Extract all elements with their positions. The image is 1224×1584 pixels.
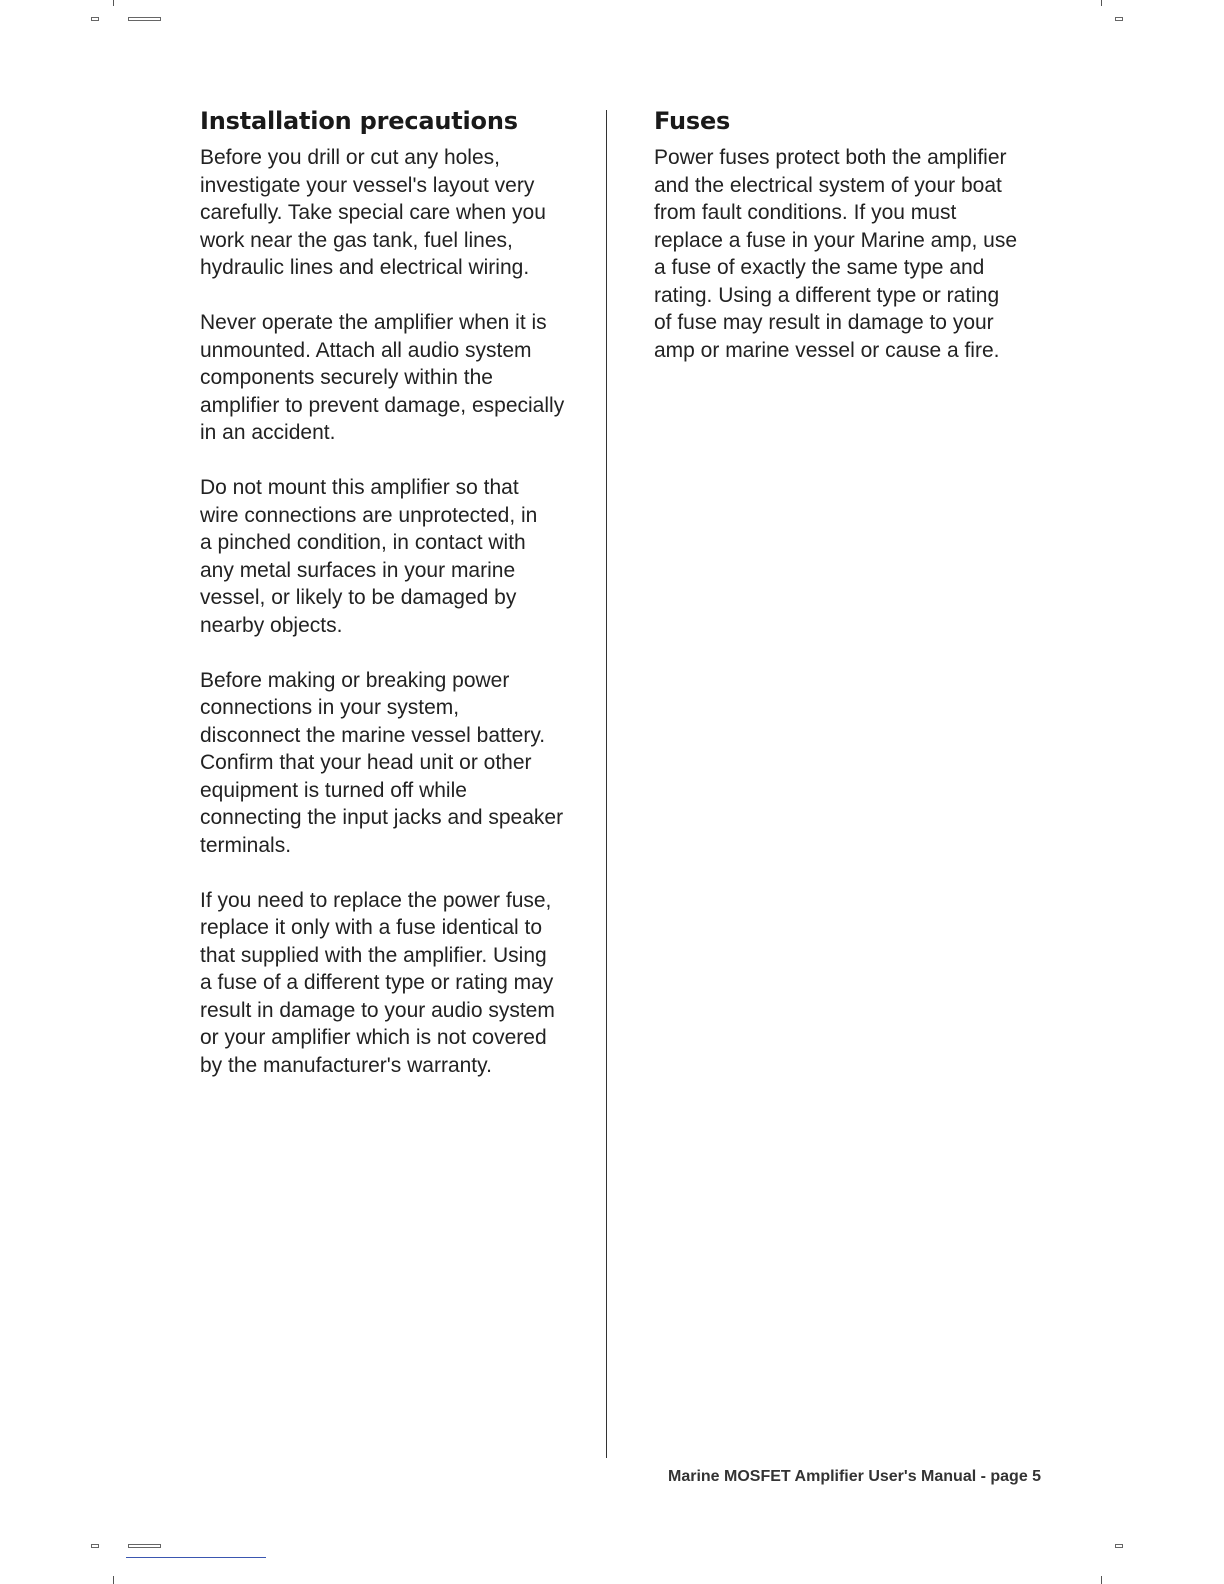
precaution-paragraph-2: Never operate the amplifier when it is unmounted. Attach all audio system components securely within the amplifier to prevent damage, especially in an accident. xyxy=(200,311,565,444)
installation-precautions-heading: Installation precautions xyxy=(200,107,518,135)
precaution-paragraph-4: Before making or breaking power connections in your system, disconnect the marine vessel battery. Confirm that your head unit or other equipment is turned off while connecting the input jacks and speaker terminals. xyxy=(200,668,564,857)
bottom-rule xyxy=(126,1557,266,1558)
page-footer: Marine MOSFET Amplifier User's Manual - page 5 xyxy=(668,1468,1042,1485)
installation-precautions-section xyxy=(200,104,585,1107)
fuses-section xyxy=(654,104,1044,392)
crop-mark-bottom-left-small xyxy=(91,1544,99,1548)
fuses-paragraph-1: Power fuses protect both the amplifier and the electrical system of your boat from fault conditions. If you must replace a fuse in your Marine amp, use a fuse of exactly the same type and rating. Using a different type or rating of fuse may result in damage to your amp or marine vessel or cause a fire. xyxy=(654,146,1018,362)
crop-mark-top-left-tick xyxy=(113,0,114,6)
precaution-paragraph-5: If you need to replace the power fuse, replace it only with a fuse identical to that supplied with the amplifier. Using a fuse of a different type or rating may result in damage to your audio system or your amplifier which is not covered by the manufacturer's warranty. xyxy=(200,888,555,1077)
crop-mark-bottom-left-tick xyxy=(113,1576,114,1584)
column-divider xyxy=(606,110,607,1458)
crop-mark-top-right-small xyxy=(1115,17,1123,21)
crop-mark-top-left-small xyxy=(91,17,99,21)
precaution-paragraph-3: Do not mount this amplifier so that wire connections are unprotected, in a pinched condition, in contact with any metal surfaces in your marine vessel, or likely to be damaged by nearby objects. xyxy=(200,476,538,637)
crop-mark-top-right-tick xyxy=(1101,0,1102,6)
fuses-heading: Fuses xyxy=(654,107,731,135)
crop-mark-bottom-right-small xyxy=(1115,1544,1123,1548)
precaution-paragraph-1: Before you drill or cut any holes, investigate your vessel's layout very carefully. Take special care when you work near the gas tank, fuel lines, hydraulic lines and electrical wiring. xyxy=(200,146,546,279)
crop-mark-bottom-left-bar xyxy=(128,1544,161,1548)
crop-mark-top-left-bar xyxy=(128,17,161,21)
crop-mark-bottom-right-tick xyxy=(1101,1576,1102,1584)
